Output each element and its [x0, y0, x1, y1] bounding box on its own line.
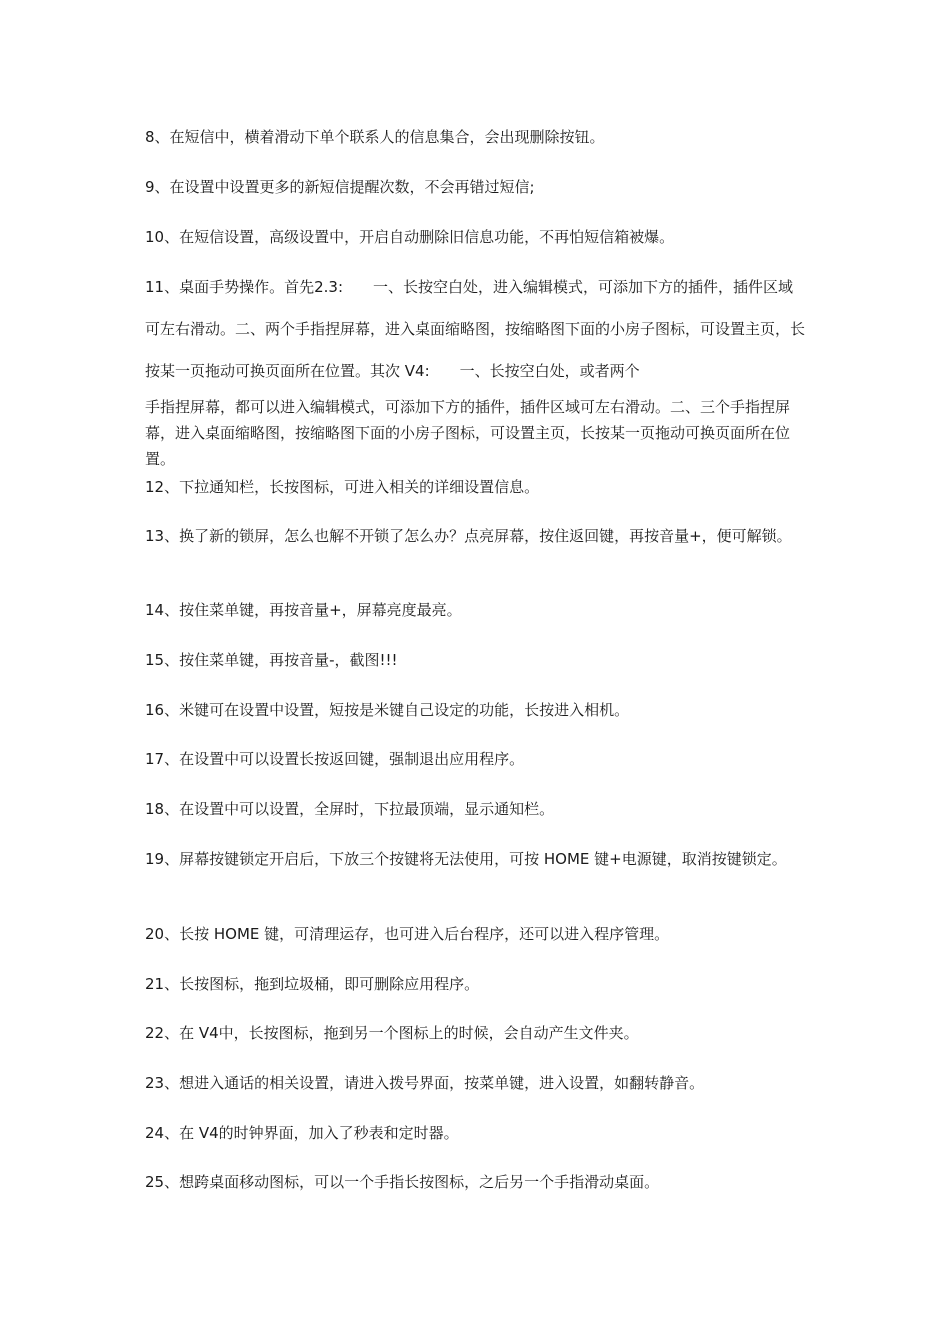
list-item-18: 18、在设置中可以设置，全屏时，下拉最顶端，显示通知栏。	[145, 800, 555, 818]
list-item-17: 17、在设置中可以设置长按返回键，强制退出应用程序。	[145, 750, 525, 768]
list-item-15: 15、按住菜单键，再按音量-，截图!!!	[145, 651, 398, 669]
list-item-19: 19、屏幕按键锁定开启后，下放三个按键将无法使用，可按 HOME 键+电源键，取消按键锁定。	[145, 850, 787, 868]
list-item-21: 21、长按图标，拖到垃圾桶，即可删除应用程序。	[145, 975, 480, 993]
list-item-11: 11、桌面手势操作。首先2.3: 一、长按空白处，进入编辑模式，可添加下方的插件，插件区域可左右滑动。二、两个手指捏屏幕，进入桌面缩略图，按缩略图下面的小房子图标，可设置主页，长按某一页拖动可换页面所在位置。其次 V4: 一、长按空白处，或者两个	[145, 278, 806, 380]
list-item-9: 9、在设置中设置更多的新短信提醒次数，不会再错过短信;	[145, 178, 535, 196]
list-item-20: 20、长按 HOME 键，可清理运存，也可进入后台程序，还可以进入程序管理。	[145, 925, 670, 943]
list-item-10: 10、在短信设置，高级设置中，开启自动删除旧信息功能，不再怕短信箱被爆。	[145, 228, 675, 246]
list-item-11-continued: 手指捏屏幕，都可以进入编辑模式，可添加下方的插件，插件区域可左右滑动。二、三个手指捏屏幕，进入桌面缩略图，按缩略图下面的小房子图标，可设置主页，长按某一页拖动可换页面所在位置。	[145, 398, 791, 468]
list-item-16: 16、米键可在设置中设置，短按是米键自己设定的功能，长按进入相机。	[145, 701, 630, 719]
list-item-23: 23、想进入通话的相关设置，请进入拨号界面，按菜单键，进入设置，如翻转静音。	[145, 1074, 705, 1092]
list-item-25: 25、想跨桌面移动图标，可以一个手指长按图标，之后另一个手指滑动桌面。	[145, 1173, 660, 1191]
list-item-14: 14、按住菜单键，再按音量+，屏幕亮度最亮。	[145, 601, 462, 619]
list-item-22: 22、在 V4中，长按图标，拖到另一个图标上的时候，会自动产生文件夹。	[145, 1024, 639, 1042]
list-item-24: 24、在 V4的时钟界面，加入了秒表和定时器。	[145, 1124, 459, 1142]
list-item-13: 13、换了新的锁屏，怎么也解不开锁了怎么办？点亮屏幕，按住返回键，再按音量+，便可解锁。	[145, 527, 792, 545]
list-item-8: 8、在短信中，横着滑动下单个联系人的信息集合，会出现删除按钮。	[145, 128, 605, 146]
list-item-12: 12、下拉通知栏，长按图标，可进入相关的详细设置信息。	[145, 478, 540, 496]
